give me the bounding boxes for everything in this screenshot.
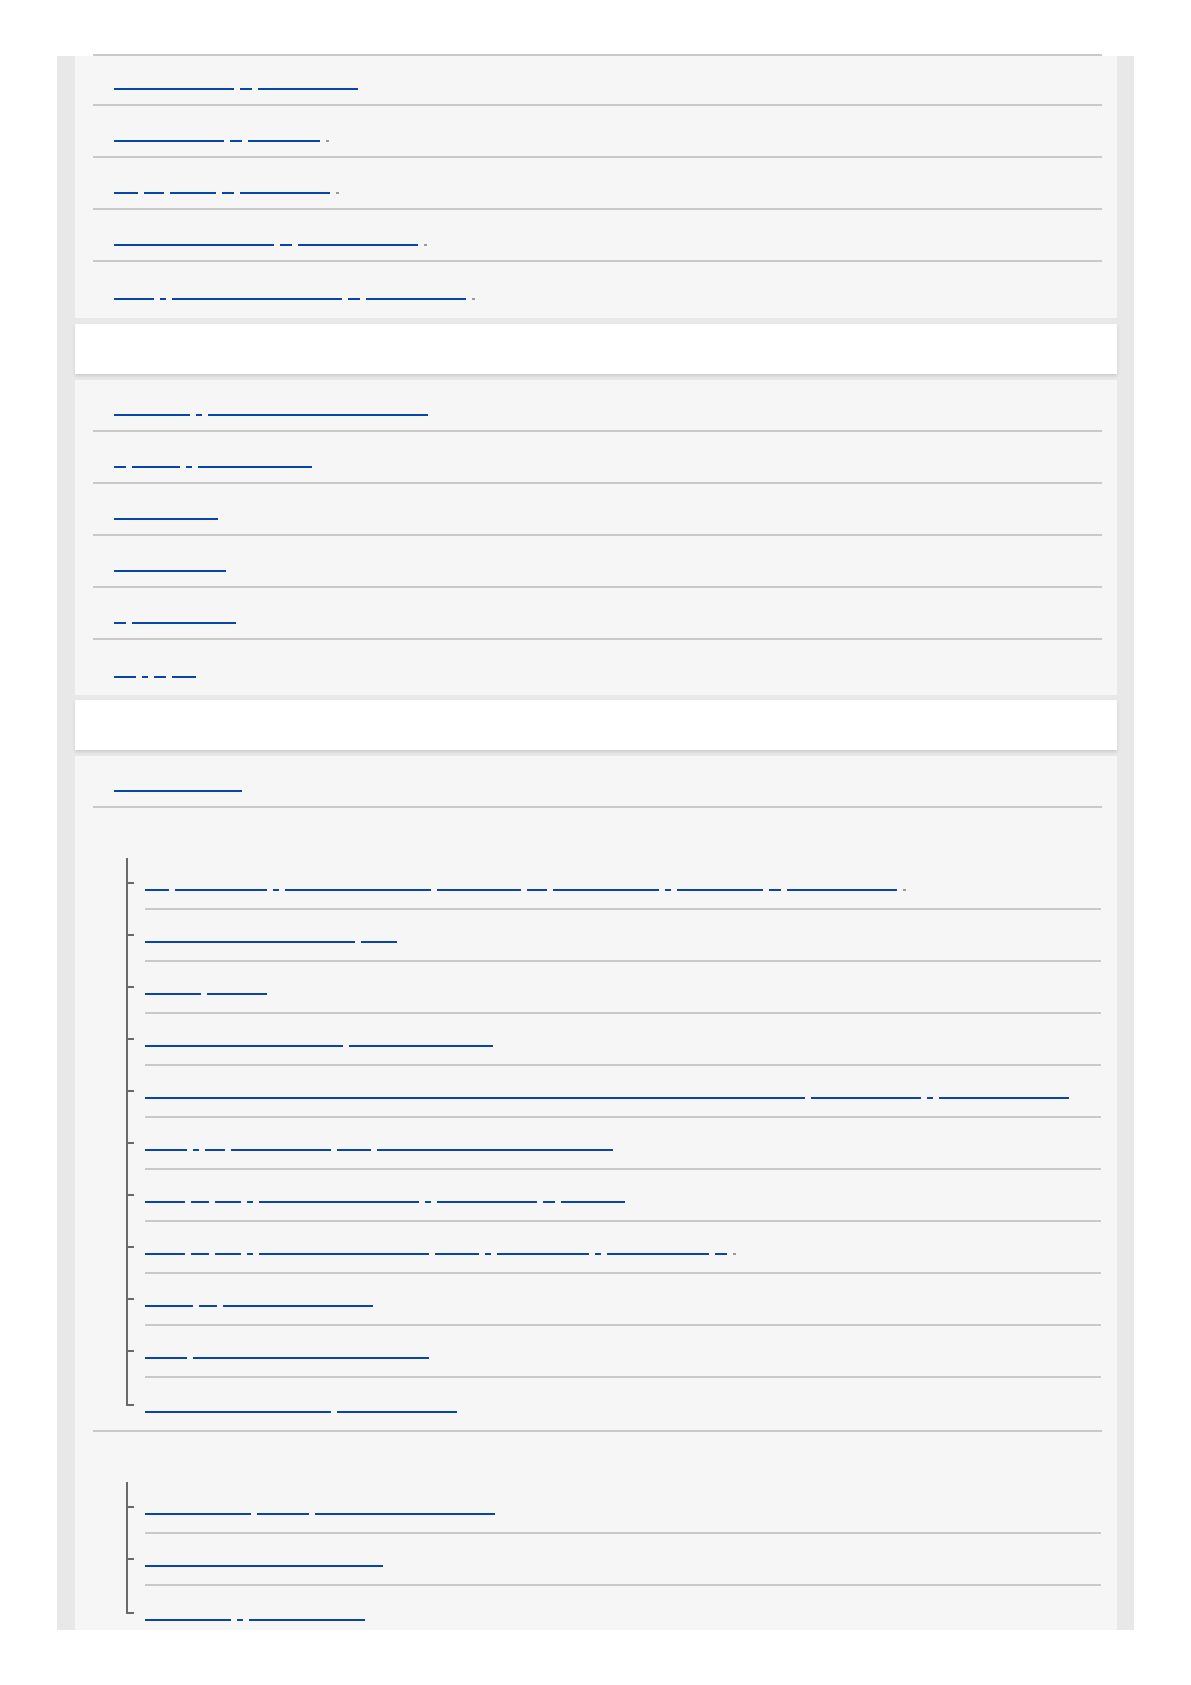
list-item [93, 640, 1102, 692]
link-underline-segment [175, 889, 267, 891]
link-underline-segment [145, 1253, 185, 1255]
link-underline-segment [114, 244, 274, 246]
link-trailing-dot [326, 140, 329, 142]
link-underline-segment [145, 1619, 231, 1621]
tree-branch-tick [126, 1246, 134, 1248]
link-underline-segment [145, 1513, 251, 1515]
link-underline-segment [315, 1513, 495, 1515]
link[interactable] [114, 570, 226, 572]
tree-connector-line [126, 858, 128, 1404]
link[interactable] [114, 414, 428, 416]
link-underline-segment [595, 1253, 601, 1255]
link-underline-segment [114, 414, 190, 416]
link-underline-segment [160, 298, 166, 300]
tree-branch-tick [126, 1194, 134, 1196]
link[interactable] [114, 676, 196, 678]
tree-branch-tick [126, 1612, 134, 1614]
tree-branch-tick [126, 986, 134, 988]
nested-list-item [145, 910, 1101, 962]
nested-list-item [145, 1014, 1101, 1066]
link-underline-segment [145, 889, 169, 891]
nested-list-item [145, 1118, 1101, 1170]
link[interactable] [145, 1411, 457, 1413]
link[interactable] [114, 244, 427, 246]
link-underline-segment [337, 1149, 371, 1151]
link-underline-segment [208, 414, 428, 416]
link-underline-segment [811, 1097, 921, 1099]
link-underline-segment [298, 244, 418, 246]
link[interactable] [145, 1305, 373, 1307]
link-underline-segment [145, 1149, 187, 1151]
link-underline-segment [437, 889, 521, 891]
link-underline-segment [145, 1097, 805, 1099]
link-underline-segment [361, 941, 397, 943]
link-underline-segment [198, 466, 312, 468]
link-trailing-dot [903, 889, 906, 891]
link-underline-segment [145, 1411, 331, 1413]
link-list-panel-a [75, 56, 1117, 318]
list-item [93, 536, 1102, 588]
link-underline-segment [247, 1253, 253, 1255]
link-underline-segment [114, 676, 136, 678]
link-underline-segment [114, 466, 126, 468]
link-underline-segment [248, 140, 320, 142]
link[interactable] [145, 1097, 1069, 1099]
link-underline-segment [425, 1201, 431, 1203]
link[interactable] [145, 1045, 493, 1047]
link-underline-segment [787, 889, 897, 891]
link-underline-segment [553, 889, 659, 891]
list-item [93, 380, 1102, 432]
tree-branch-tick [126, 1350, 134, 1352]
nested-list-item [145, 1482, 1101, 1534]
link-underline-segment [114, 192, 138, 194]
link-underline-segment [366, 298, 466, 300]
link-underline-segment [132, 622, 236, 624]
link[interactable] [114, 790, 242, 792]
link-underline-segment [485, 1253, 491, 1255]
list-item [93, 210, 1102, 262]
link-underline-segment [207, 993, 267, 995]
link-underline-segment [258, 88, 358, 90]
link-underline-segment [240, 192, 330, 194]
link-underline-segment [497, 1253, 589, 1255]
nested-list-item [145, 1170, 1101, 1222]
link-underline-segment [154, 676, 166, 678]
nested-list-item [145, 1222, 1101, 1274]
link[interactable] [114, 298, 475, 300]
link-underline-segment [527, 889, 547, 891]
link[interactable] [145, 1357, 429, 1359]
list-item [93, 262, 1102, 314]
link-underline-segment [715, 1253, 727, 1255]
link[interactable] [145, 1619, 365, 1621]
link-underline-segment [677, 889, 763, 891]
link[interactable] [145, 941, 397, 943]
link-underline-segment [769, 889, 781, 891]
link-underline-segment [145, 1357, 187, 1359]
link[interactable] [114, 518, 218, 520]
link-underline-segment [142, 676, 148, 678]
link[interactable] [145, 1149, 613, 1151]
link-underline-segment [196, 414, 202, 416]
link-underline-segment [543, 1201, 555, 1203]
link-underline-segment [348, 298, 360, 300]
section-divider [93, 1430, 1102, 1432]
link-trailing-dot [472, 298, 475, 300]
link-underline-segment [145, 1305, 193, 1307]
link-list-panel-c [75, 756, 1117, 1630]
list-item [93, 158, 1102, 210]
nested-list-item [145, 962, 1101, 1014]
link-underline-segment [114, 570, 226, 572]
link-underline-segment [132, 466, 180, 468]
link-underline-segment [349, 1045, 493, 1047]
link[interactable] [114, 466, 312, 468]
link[interactable] [114, 140, 329, 142]
link-underline-segment [215, 1253, 241, 1255]
link-trailing-dot [336, 192, 339, 194]
nested-list-item [145, 1586, 1101, 1638]
nested-list-item [145, 1534, 1101, 1586]
list-item [93, 588, 1102, 640]
link-underline-segment [145, 941, 355, 943]
link-underline-segment [665, 889, 671, 891]
nested-list-item [145, 1274, 1101, 1326]
link-trailing-dot [733, 1253, 736, 1255]
nested-list-item [145, 1326, 1101, 1378]
link-underline-segment [273, 889, 279, 891]
link-underline-segment [193, 1149, 199, 1151]
link-underline-segment [377, 1149, 613, 1151]
link-underline-segment [145, 993, 201, 995]
link-underline-segment [435, 1253, 479, 1255]
list-item [93, 54, 1102, 106]
tree-branch-tick [126, 1558, 134, 1560]
link-underline-segment [145, 1201, 185, 1203]
link-underline-segment [927, 1097, 933, 1099]
link-underline-segment [237, 1619, 243, 1621]
link[interactable] [145, 889, 906, 891]
link-underline-segment [114, 88, 234, 90]
link-underline-segment [259, 1253, 429, 1255]
tree-branch-tick [126, 1506, 134, 1508]
link-underline-segment [186, 466, 192, 468]
link-list-panel-b [75, 380, 1117, 695]
link-underline-segment [172, 298, 342, 300]
link[interactable] [145, 1565, 383, 1567]
link[interactable] [145, 1201, 625, 1203]
link-underline-segment [231, 1149, 331, 1151]
list-item [93, 756, 1102, 808]
link[interactable] [114, 622, 236, 624]
tree-branch-tick [126, 934, 134, 936]
link-underline-segment [247, 1201, 253, 1203]
link-underline-segment [145, 1565, 383, 1567]
list-item [93, 484, 1102, 536]
link[interactable] [114, 88, 358, 90]
tree-branch-tick [126, 1298, 134, 1300]
link-underline-segment [240, 88, 252, 90]
list-item [93, 106, 1102, 158]
link-underline-segment [191, 1201, 209, 1203]
link-underline-segment [259, 1201, 419, 1203]
link[interactable] [114, 192, 339, 194]
link-underline-segment [145, 1045, 343, 1047]
link[interactable] [145, 1253, 736, 1255]
link-trailing-dot [424, 244, 427, 246]
link-underline-segment [170, 192, 216, 194]
link-underline-segment [285, 889, 431, 891]
link-underline-segment [249, 1619, 365, 1621]
link-underline-segment [114, 622, 126, 624]
link-underline-segment [191, 1253, 209, 1255]
link[interactable] [145, 993, 267, 995]
link-underline-segment [223, 1305, 373, 1307]
tree-connector-line [126, 1482, 128, 1612]
link-underline-segment [222, 192, 234, 194]
link-underline-segment [114, 298, 154, 300]
link-underline-segment [257, 1513, 309, 1515]
link-underline-segment [939, 1097, 1069, 1099]
link-underline-segment [172, 676, 196, 678]
link-underline-segment [114, 518, 218, 520]
link-underline-segment [114, 140, 224, 142]
link-underline-segment [280, 244, 292, 246]
link-underline-segment [437, 1201, 537, 1203]
nested-list-item [145, 1066, 1101, 1118]
tree-branch-tick [126, 1142, 134, 1144]
link-underline-segment [561, 1201, 625, 1203]
link-underline-segment [230, 140, 242, 142]
tree-branch-tick [126, 1404, 134, 1406]
link-underline-segment [205, 1149, 225, 1151]
tree-branch-tick [126, 882, 134, 884]
section-separator-band [75, 324, 1117, 374]
section-separator-band [75, 700, 1117, 750]
list-item [93, 432, 1102, 484]
tree-branch-tick [126, 1090, 134, 1092]
link-underline-segment [607, 1253, 709, 1255]
link[interactable] [145, 1513, 495, 1515]
tree-branch-tick [126, 1038, 134, 1040]
link-underline-segment [193, 1357, 429, 1359]
link-underline-segment [199, 1305, 217, 1307]
nested-list-item [145, 1378, 1101, 1430]
link-underline-segment [215, 1201, 241, 1203]
link-underline-segment [144, 192, 164, 194]
link-underline-segment [337, 1411, 457, 1413]
link-underline-segment [114, 790, 242, 792]
nested-list-item [145, 858, 1101, 910]
